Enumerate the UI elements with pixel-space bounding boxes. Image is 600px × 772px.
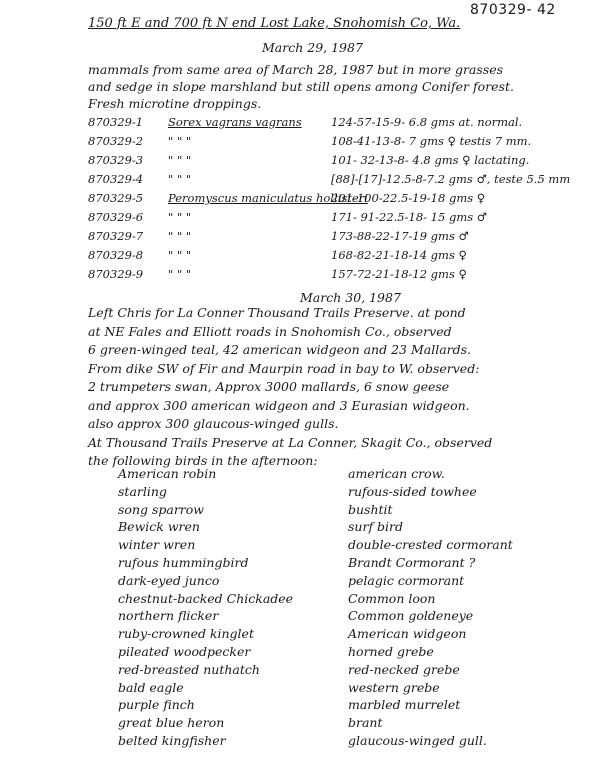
measurements: 201-100-22.5-19-18 gms ♀ xyxy=(331,191,486,205)
bird-left-item: dark-eyed junco xyxy=(118,572,220,588)
bird-right-item: red-necked grebe xyxy=(348,661,460,677)
para2-line: Left Chris for La Conner Thousand Trails Preserve. at pond xyxy=(88,305,466,320)
catalog-number: 870329- 42 xyxy=(470,2,556,18)
bird-right-item: surf bird xyxy=(348,519,404,535)
specimen-number: 870329-2 xyxy=(88,134,144,148)
para2-line: the following birds in the afternoon: xyxy=(88,453,318,468)
specimen-number: 870329-6 xyxy=(88,210,144,224)
para2-line: and approx 300 american widgeon and 3 Eurasian widgeon. xyxy=(88,397,470,413)
measurements: 101- 32-13-8- 4.8 gms ♀ lactating. xyxy=(331,153,530,167)
specimen-row xyxy=(88,267,588,283)
para2-line: At Thousand Trails Preserve at La Conner, Skagit Co., observed xyxy=(88,434,493,450)
species-name: " " " xyxy=(168,172,192,186)
measurements: 171- 91-22.5-18- 15 gms ♂ xyxy=(331,210,488,224)
para1-line: and sedge in slope marshland but still opens among Conifer forest. xyxy=(88,79,514,94)
para2-line: 6 green-winged teal, 42 american widgeon and 23 Mallards. xyxy=(88,342,472,357)
date-heading-2: March 30, 1987 xyxy=(300,290,401,305)
specimen-number: 870329-9 xyxy=(88,267,144,281)
measurements: 124-57-15-9- 6.8 gms at. normal. xyxy=(331,115,523,129)
para2-line: 2 trumpeters swan, Approx 3000 mallards, 6 snow geese xyxy=(88,379,450,394)
bird-left-item: Bewick wren xyxy=(118,519,200,535)
specimen-row xyxy=(88,229,588,245)
bird-left-item: pileated woodpecker xyxy=(118,644,251,659)
bird-right-item: brant xyxy=(348,715,383,731)
specimen-row xyxy=(88,248,588,264)
bird-left-item: great blue heron xyxy=(118,715,225,731)
species-name: Peromyscus maniculatus hollisteri xyxy=(168,191,368,205)
measurements: [88]-[17]-12.5-8-7.2 gms ♂, teste 5.5 mm xyxy=(331,172,571,186)
para2-line: From dike SW of Fir and Maurpin road in bay to W. observed: xyxy=(88,360,480,376)
bird-right-item: Common loon xyxy=(348,590,436,606)
species-name: " " " xyxy=(168,153,192,167)
location-heading: 150 ft E and 700 ft N end Lost Lake, Snohomish Co, Wa. xyxy=(88,16,461,31)
bird-right-item: rufous-sided towhee xyxy=(348,483,477,499)
specimen-number: 870329-5 xyxy=(88,191,144,205)
bird-left-item: purple finch xyxy=(118,697,195,713)
bird-right-item: marbled murrelet xyxy=(348,697,461,713)
specimen-number: 870329-4 xyxy=(88,172,144,186)
specimen-number: 870329-8 xyxy=(88,248,144,262)
specimen-number: 870329-7 xyxy=(88,229,144,243)
species-name: " " " xyxy=(168,248,192,262)
date-heading-1: March 29, 1987 xyxy=(262,40,363,55)
species-name: " " " xyxy=(168,210,192,224)
bird-left-item: ruby-crowned kinglet xyxy=(118,626,254,642)
bird-right-item: Brandt Cormorant ? xyxy=(348,555,476,570)
species-name: " " " xyxy=(168,134,192,148)
bird-right-item: American widgeon xyxy=(348,626,467,642)
bird-right-item: horned grebe xyxy=(348,644,434,659)
bird-left-item: song sparrow xyxy=(118,501,205,517)
bird-left-item: American robin xyxy=(118,466,217,481)
measurements: 157-72-21-18-12 gms ♀ xyxy=(331,267,467,281)
specimen-row xyxy=(88,210,588,226)
specimen-row xyxy=(88,172,588,188)
bird-right-item: pelagic cormorant xyxy=(348,572,465,588)
specimen-number: 870329-3 xyxy=(88,153,144,167)
species-name: " " " xyxy=(168,267,192,281)
bird-left-item: starling xyxy=(118,483,167,499)
specimen-row xyxy=(88,134,588,150)
para1-line: mammals from same area of March 28, 1987 but in more grasses xyxy=(88,62,504,77)
para1-line: Fresh microtine droppings. xyxy=(88,96,262,111)
bird-right-item: bushtit xyxy=(348,501,393,517)
para2-line: at NE Fales and Elliott roads in Snohomish Co., observed xyxy=(88,323,452,339)
measurements: 108-41-13-8- 7 gms ♀ testis 7 mm. xyxy=(331,134,532,148)
para2-line: also approx 300 glaucous-winged gulls. xyxy=(88,416,339,431)
bird-right-item: american crow. xyxy=(348,466,445,481)
specimen-row xyxy=(88,191,588,207)
bird-left-item: chestnut-backed Chickadee xyxy=(118,590,294,606)
bird-left-item: belted kingfisher xyxy=(118,733,226,748)
bird-right-item: glaucous-winged gull. xyxy=(348,733,487,748)
specimen-row xyxy=(88,153,588,169)
bird-left-item: red-breasted nuthatch xyxy=(118,661,260,677)
specimen-number: 870329-1 xyxy=(88,115,144,129)
measurements: 168-82-21-18-14 gms ♀ xyxy=(331,248,467,262)
bird-right-item: Common goldeneye xyxy=(348,608,474,624)
bird-right-item: western grebe xyxy=(348,679,440,695)
bird-left-item: winter wren xyxy=(118,537,196,553)
bird-left-item: bald eagle xyxy=(118,679,184,695)
species-name: Sorex vagrans vagrans xyxy=(168,115,302,129)
bird-right-item: double-crested cormorant xyxy=(348,537,513,553)
species-name: " " " xyxy=(168,229,192,243)
bird-left-item: northern flicker xyxy=(118,608,219,624)
specimen-row xyxy=(88,115,588,131)
measurements: 173-88-22-17-19 gms ♂ xyxy=(331,229,469,243)
bird-left-item: rufous hummingbird xyxy=(118,555,249,570)
